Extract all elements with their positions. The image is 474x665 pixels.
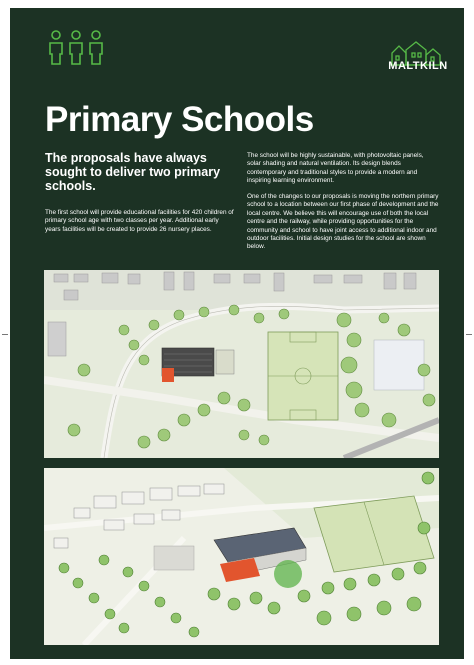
paragraph-location-change: One of the changes to our proposals is moving the northern primary school to a location between our first phase of development and the local centre. We believe this will encourage use of both the local centre and the railway, while providing opportunities for the community and school to have joint access to additional indoor and outdoor facilities. Initial design studies for the school are shown below. bbox=[247, 193, 439, 251]
lead-heading: The proposals have always sought to deliver two primary schools. bbox=[45, 151, 221, 193]
paragraph-school-capacity: The first school will provide educational facilities for 420 children of primary school age with two classes per year. Additional early years facilities will be created to provide 26 nursery places. bbox=[45, 209, 234, 233]
brand-name: MALTKILN bbox=[388, 60, 448, 72]
three-people-icon bbox=[46, 28, 106, 66]
crop-mark bbox=[466, 334, 472, 335]
crop-mark bbox=[2, 334, 8, 335]
poster bbox=[10, 8, 464, 659]
paragraph-sustainability: The school will be highly sustainable, with photovoltaic panels, solar shading and natural ventilation. Its design blends contemporary and traditional styles to provide a modern and inspiring learning environment. bbox=[247, 152, 424, 185]
aerial-view-illustration bbox=[44, 468, 439, 645]
site-plan-illustration bbox=[44, 270, 439, 458]
page-title: Primary Schools bbox=[45, 100, 314, 139]
